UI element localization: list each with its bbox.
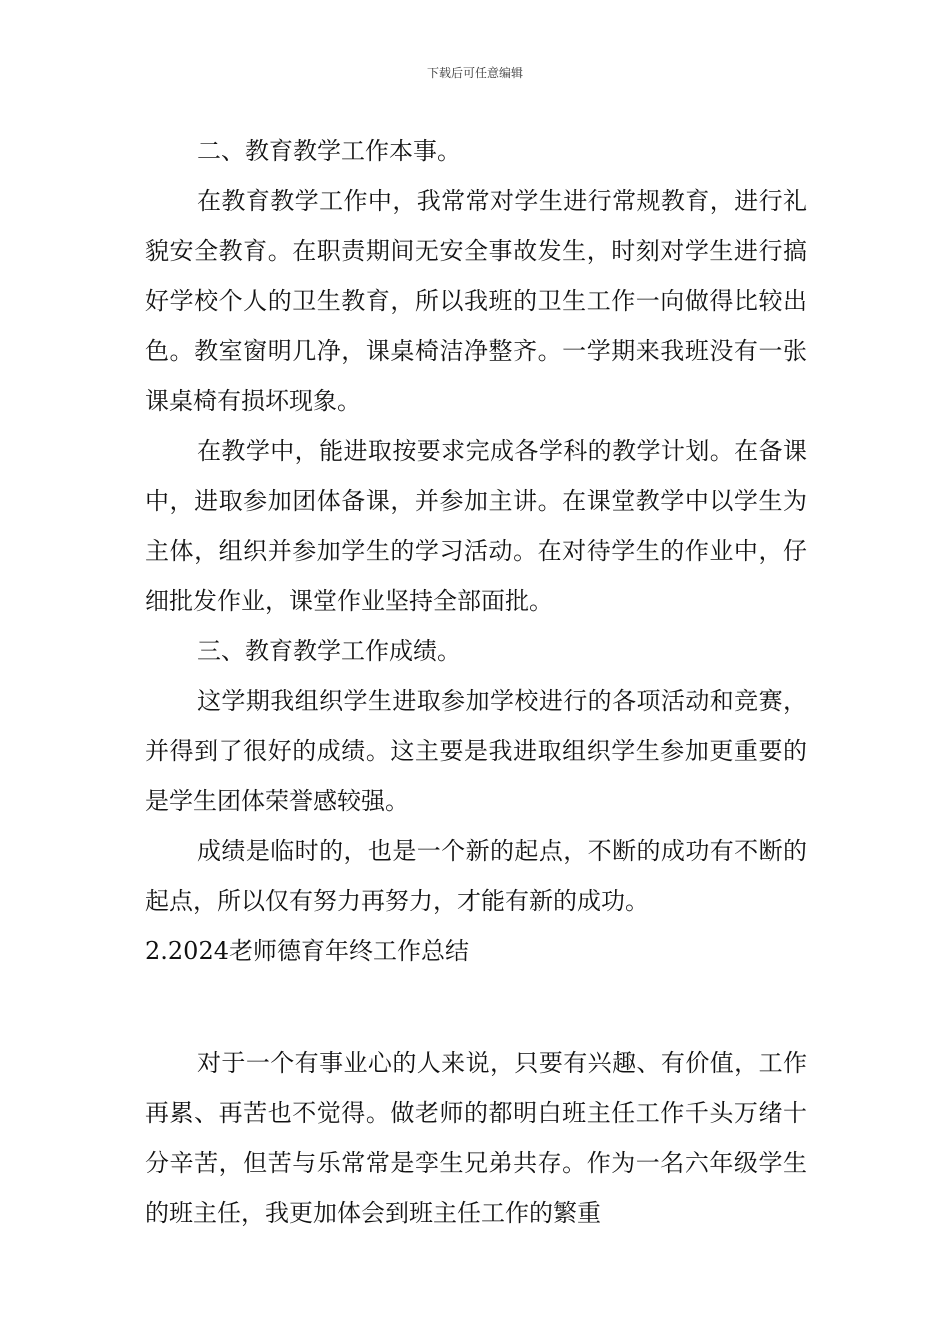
paragraph-career-intro: 对于一个有事业心的人来说，只要有兴趣、有价值，工作再累、再苦也不觉得。做老师的都明白班主任工作千头万绪十分辛苦，但苦与乐常常是孪生兄弟共存。作为一名六年级学生的班主任，我更加体会到班主任工作的繁重 — [145, 1049, 807, 1227]
heading-section-two: 二、教育教学工作本事。 — [197, 137, 461, 165]
section-title: 2.2024老师德育年终工作总结 — [145, 937, 469, 965]
paragraph-conclusion: 成绩是临时的，也是一个新的起点，不断的成功有不断的起点，所以仅有努力再努力，才能有新的成功。 — [145, 837, 807, 915]
paragraph-activities: 这学期我组织学生进取参加学校进行的各项活动和竞赛，并得到了很好的成绩。这主要是我进取组织学生参加更重要的是学生团体荣誉感较强。 — [145, 687, 807, 815]
page-header-note: 下载后可任意编辑 — [426, 66, 523, 80]
section-spacer — [145, 976, 807, 1038]
document-body — [145, 126, 807, 1238]
paragraph-teaching-plan: 在教学中，能进取按要求完成各学科的教学计划。在备课中，进取参加团体备课，并参加主讲。在课堂教学中以学生为主体，组织并参加学生的学习活动。在对待学生的作业中，仔细批发作业，课堂作业坚持全部面批。 — [145, 437, 807, 615]
paragraph-safety-education: 在教育教学工作中，我常常对学生进行常规教育，进行礼貌安全教育。在职责期间无安全事故发生，时刻对学生进行搞好学校个人的卫生教育，所以我班的卫生工作一向做得比较出色。教室窗明几净，课桌椅洁净整齐。一学期来我班没有一张课桌椅有损坏现象。 — [145, 187, 807, 415]
heading-section-three: 三、教育教学工作成绩。 — [197, 637, 461, 665]
